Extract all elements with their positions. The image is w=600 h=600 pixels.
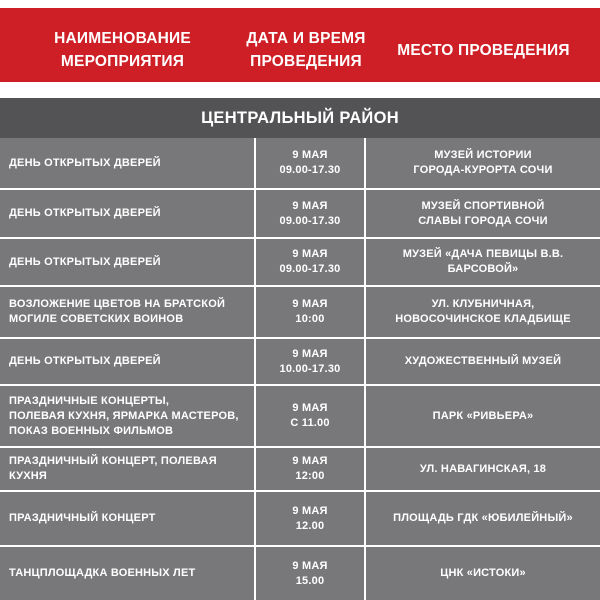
place-cell: МУЗЕЙ ИСТОРИИ ГОРОДА-КУРОРТА СОЧИ — [413, 149, 553, 176]
header-place: МЕСТО ПРОВЕДЕНИЯ — [397, 41, 570, 59]
event-cell: ДЕНЬ ОТКРЫТЫХ ДВЕРЕЙ — [0, 190, 256, 237]
date-cell: 9 МАЯ 10:00 — [256, 287, 366, 337]
date-cell: 9 МАЯ С 11.00 — [256, 386, 366, 446]
date-cell: 9 МАЯ 09.00-17.30 — [256, 239, 366, 285]
event-cell: ПРАЗДНИЧНЫЙ КОНЦЕРТ — [0, 492, 256, 545]
table-row — [0, 190, 600, 239]
place-cell: ХУДОЖЕСТВЕННЫЙ МУЗЕЙ — [404, 355, 562, 367]
place-cell: МУЗЕЙ «ДАЧА ПЕВИЦЫ В.В. БАРСОВОЙ» — [402, 248, 564, 275]
table-row — [0, 239, 600, 287]
place-cell: ЦНК «ИСТОКИ» — [440, 567, 526, 579]
date-cell: 9 МАЯ 12:00 — [256, 448, 366, 490]
event-cell: ТАНЦПЛОЩАДКА ВОЕННЫХ ЛЕТ — [0, 547, 256, 600]
table-header — [0, 8, 600, 82]
event-cell: ДЕНЬ ОТКРЫТЫХ ДВЕРЕЙ — [0, 239, 256, 285]
table-row — [0, 138, 600, 190]
header-event: НАИМЕНОВАНИЕ МЕРОПРИЯТИЯ — [54, 30, 191, 70]
place-cell: УЛ. КЛУБНИЧНАЯ, НОВОСОЧИНСКОЕ КЛАДБИЩЕ — [395, 298, 571, 325]
date-cell: 9 МАЯ 09.00-17.30 — [256, 138, 366, 188]
place-cell: ПАРК «РИВЬЕРА» — [432, 409, 534, 422]
header-gap — [0, 82, 600, 98]
event-cell: ВОЗЛОЖЕНИЕ ЦВЕТОВ НА БРАТСКОЙ МОГИЛЕ СОВЕТСКИХ ВОИНОВ — [0, 287, 256, 337]
date-cell: 9 МАЯ 09.00-17.30 — [256, 190, 366, 237]
event-cell: ДЕНЬ ОТКРЫТЫХ ДВЕРЕЙ — [0, 138, 256, 188]
event-cell: ПРАЗДНИЧНЫЙ КОНЦЕРТ, ПОЛЕВАЯ КУХНЯ — [0, 448, 256, 490]
district-title: ЦЕНТРАЛЬНЫЙ РАЙОН — [0, 98, 600, 138]
event-cell: ПРАЗДНИЧНЫЕ КОНЦЕРТЫ, ПОЛЕВАЯ КУХНЯ, ЯРМАРКА МАСТЕРОВ, ПОКАЗ ВОЕННЫХ ФИЛЬМОВ — [0, 386, 256, 446]
event-cell: ДЕНЬ ОТКРЫТЫХ ДВЕРЕЙ — [0, 339, 256, 384]
table-row — [0, 339, 600, 386]
table-row — [0, 547, 600, 600]
place-cell: УЛ. НАВАГИНСКАЯ, 18 — [419, 462, 547, 475]
place-cell: ПЛОЩАДЬ ГДК «ЮБИЛЕЙНЫЙ» — [393, 512, 573, 524]
table-row — [0, 448, 600, 492]
table-row — [0, 287, 600, 339]
table-row — [0, 492, 600, 547]
table-row — [0, 386, 600, 448]
date-cell: 9 МАЯ 15.00 — [256, 547, 366, 600]
events-table — [0, 138, 600, 600]
date-cell: 9 МАЯ 10.00-17.30 — [256, 339, 366, 384]
top-strip — [0, 0, 600, 8]
date-cell: 9 МАЯ 12.00 — [256, 492, 366, 545]
place-cell: МУЗЕЙ СПОРТИВНОЙ СЛАВЫ ГОРОДА СОЧИ — [418, 199, 548, 227]
header-datetime: ДАТА И ВРЕМЯ ПРОВЕДЕНИЯ — [246, 30, 366, 70]
